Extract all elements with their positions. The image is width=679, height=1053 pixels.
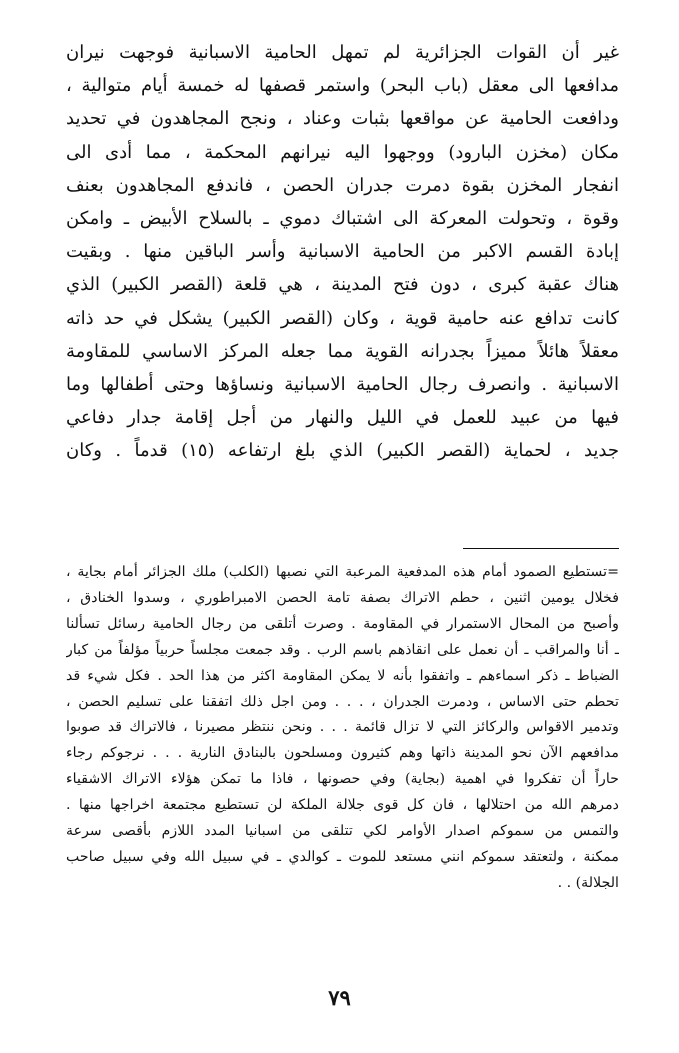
- main-text-line: معقلاً هائلاً مميزاً بجدرانه القوية مما جعله المركز الاساسي للمقاومة: [66, 340, 619, 362]
- footnote-line: تحطم حتى الاساس ، ودمرت الجدران ، . . . ومن اجل ذلك اتفقنا على تسليم الحصن ،: [66, 693, 619, 710]
- main-text-line: وقوة ، وتحولت المعركة الى اشتباك دموي ـ بالسلاح الأبيض ـ وامكن: [66, 208, 619, 230]
- footnote-line: فخلال يومين اثنين ، حطم الاتراك بصفة تامة الحصن الامبراطوري ، وسدوا الخنادق ،: [66, 589, 619, 606]
- footnote-divider: [463, 548, 619, 549]
- footnote-text: [66, 560, 619, 897]
- footnote-line: ممكنة ، ولتعتقد سموكم انني مستعد للموت ـ كوالدي ـ في سبيل الله وفي سبيل صاحب: [66, 848, 619, 865]
- main-text-line: انفجار المخزن بقوة دمرت جدران الحصن ، فاندفع المجاهدون بعنف: [66, 174, 619, 196]
- main-text-line: مدافعها الى معقل (باب البحر) واستمر قصفها له خمسة أيام متوالية ،: [66, 75, 619, 97]
- main-text-line: هناك عقبة كبرى ، دون فتح المدينة ، هي قلعة (القصر الكبير) الذي: [66, 274, 619, 296]
- footnote-line: دمرهم الله من احتلالها ، فان كل قوى جلالة الملكة لن تستطيع مجتمعة اخراجها منها .: [66, 797, 619, 814]
- footnote-line: حاراً أن تفكروا في اهمية (بجاية) وفي حصونها ، فاذا ما تمكن هؤلاء الاتراك الاشقياء: [66, 771, 619, 788]
- main-text-line: جديد ، لحماية (القصر الكبير) الذي بلغ ارتفاعه (١٥) قدماً . وكان: [66, 440, 619, 462]
- main-text-line: الاسبانية . وانصرف رجال الحامية الاسبانية ونساؤها وحتى أطفالها وما: [66, 374, 619, 396]
- footnote-line: مدافعهم الآن نحو المدينة ذاتها وهم كثيرون ومسلحون بالبنادق النارية . . . نرجوكم رجاء: [66, 745, 619, 762]
- footnote-line: والتمس من سموكم اصدار الأوامر لكي تتلقى من اسبانيا المدد اللازم بأقصى سرعة: [66, 823, 619, 840]
- main-text-line: فيها من عبيد للعمل في الليل والنهار من أجل إقامة جدار دفاعي: [66, 407, 619, 429]
- main-text-body: [66, 36, 619, 468]
- main-text-line: ودافعت الحامية عن مواقعها بثبات وعناد ، ونجح المجاهدون في تحديد: [66, 108, 619, 130]
- main-text-line: إبادة القسم الاكبر من الحامية الاسبانية وأسر الباقين منها . وبقيت: [66, 241, 619, 263]
- main-text-line: غير أن القوات الجزائرية لم تمهل الحامية الاسبانية فوجهت نيران: [66, 42, 619, 63]
- main-text-line: كانت تدافع عنه حامية قوية ، وكان (القصر الكبير) يشكل في حد ذاته: [66, 307, 619, 329]
- page-number: ٧٩: [328, 985, 351, 1010]
- footnote-line: الجلالة) . .: [557, 874, 619, 891]
- footnote-line: وأصبح من المحال الاستمرار في المقاومة . وصرت أتلقى من رجال الحامية رسائل تسألنا: [66, 615, 619, 632]
- footnote-line: ـ أنا والمراقب ـ أن نعمل على انقاذهم باسم الرب . وقد جمعت مجلساً حربياً مؤلفاً من كبار: [66, 641, 619, 658]
- footnote-line: الضباط ـ ذكر اسماءهم ـ واتفقوا بأنه لا يمكن المقاومة اكثر من هذا الحد . فكل شيء قد: [66, 667, 619, 684]
- footnote-line: وتدمير الاقواس والركائز التي لا تزال قائمة . . . ونحن ننتظر مصيرنا ، فالاتراك قد صوبوا: [66, 719, 619, 736]
- footnote-line: =تستطيع الصمود أمام هذه المدفعية المرعبة التي نصبها (الكلب) ملك الجزائر أمام بجاية ،: [66, 564, 619, 580]
- main-text-line: مكان (مخزن البارود) ووجهوا اليه نيرانهم المحكمة ، مما أدى الى: [66, 141, 619, 163]
